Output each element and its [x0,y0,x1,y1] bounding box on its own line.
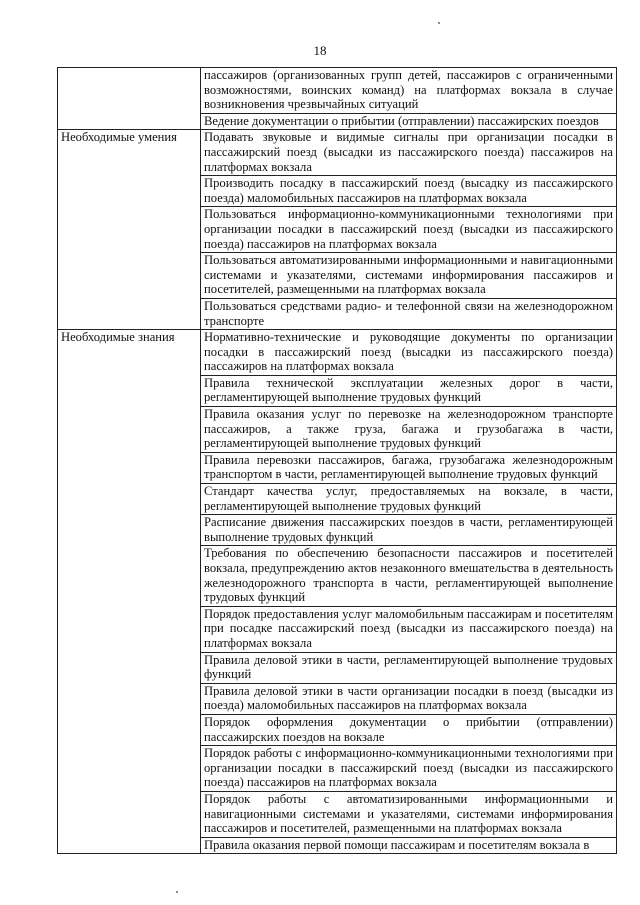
section-item: пассажиров (организованных групп детей, пассажиров с ограниченными возможностями, воинских команд) на платформах вокзала в случае возникновения чрезвычайных ситуаций [201,68,617,114]
page-number: 18 [313,43,327,58]
section-item: Порядок работы с автоматизированными информационными и навигационными системами и указателями, системами информирования пассажиров и посетителей, размещенными на платформах вокзала [201,791,617,837]
section-label: Необходимые умения [58,130,201,330]
section-item: Производить посадку в пассажирский поезд (высадку из пассажирского поезда) маломобильных пассажиров на платформах вокзала [201,176,617,207]
section-label: Необходимые знания [58,330,201,854]
section-item: Подавать звуковые и видимые сигналы при организации посадки в пассажирский поезд (высадки из пассажирского поезда) пассажиров на платформах вокзала [201,130,617,176]
section-item: Расписание движения пассажирских поездов в части, регламентирующей выполнение трудовых функций [201,515,617,546]
table-row [58,130,617,176]
section-item: Стандарт качества услуг, предоставляемых на вокзале, в части, регламентирующей выполнение трудовых функций [201,484,617,515]
section-item: Правила оказания услуг по перевозке на железнодорожном транспорте пассажиров, а также груза, багажа и грузобагажа в части, регламентирующей выполнение трудовых функций [201,407,617,453]
table-row [58,330,617,376]
section-item: Порядок работы с информационно-коммуникационными технологиями при организации посадки в пассажирский поезд (высадки из пассажирского поезда) пассажиров на платформах вокзала [201,746,617,792]
section-item: Правила оказания первой помощи пассажирам и посетителям вокзала в [201,837,617,854]
requirements-table-body [58,68,617,854]
section-item: Пользоваться информационно-коммуникационными технологиями при организации посадки в пассажирский поезд (высадки из пассажирского поезда) пассажиров на платформах вокзала [201,207,617,253]
section-item: Порядок оформления документации о прибытии (отправлении) пассажирских поездов на вокзале [201,714,617,745]
section-item: Правила перевозки пассажиров, багажа, грузобагажа железнодорожным транспортом в части, регламентирующей выполнение трудовых функций [201,452,617,483]
table-row [58,68,617,114]
section-item: Правила деловой этики в части организации посадки в поезд (высадки из поезда) маломобильных пассажиров на платформах вокзала [201,683,617,714]
section-item: Требования по обеспечению безопасности пассажиров и посетителей вокзала, предупреждению актов незаконного вмешательства в деятельность железнодорожного транспорта в части, регламентирующей выполнение трудовых функций [201,546,617,606]
section-label [58,68,201,130]
section-item: Пользоваться автоматизированными информационными и навигационными системами и указателями, системами информирования пассажиров и посетителей, размещенными на платформах вокзала [201,253,617,299]
scan-speck [176,891,178,893]
scan-speck [438,22,440,24]
section-item: Правила деловой этики в части, регламентирующей выполнение трудовых функций [201,652,617,683]
requirements-table [57,67,617,854]
section-item: Правила технической эксплуатации железных дорог в части, регламентирующей выполнение трудовых функций [201,375,617,406]
section-item: Ведение документации о прибытии (отправлении) пассажирских поездов [201,113,617,130]
section-item: Нормативно-технические и руководящие документы по организации посадки в пассажирский поезд (высадки из пассажирского поезда) пассажиров на платформах вокзала [201,330,617,376]
section-item: Порядок предоставления услуг маломобильным пассажирам и посетителям при посадке пассажирский поезд (высадки из пассажирского поезда) на платформах вокзала [201,606,617,652]
section-item: Пользоваться средствами радио- и телефонной связи на железнодорожном транспорте [201,298,617,329]
